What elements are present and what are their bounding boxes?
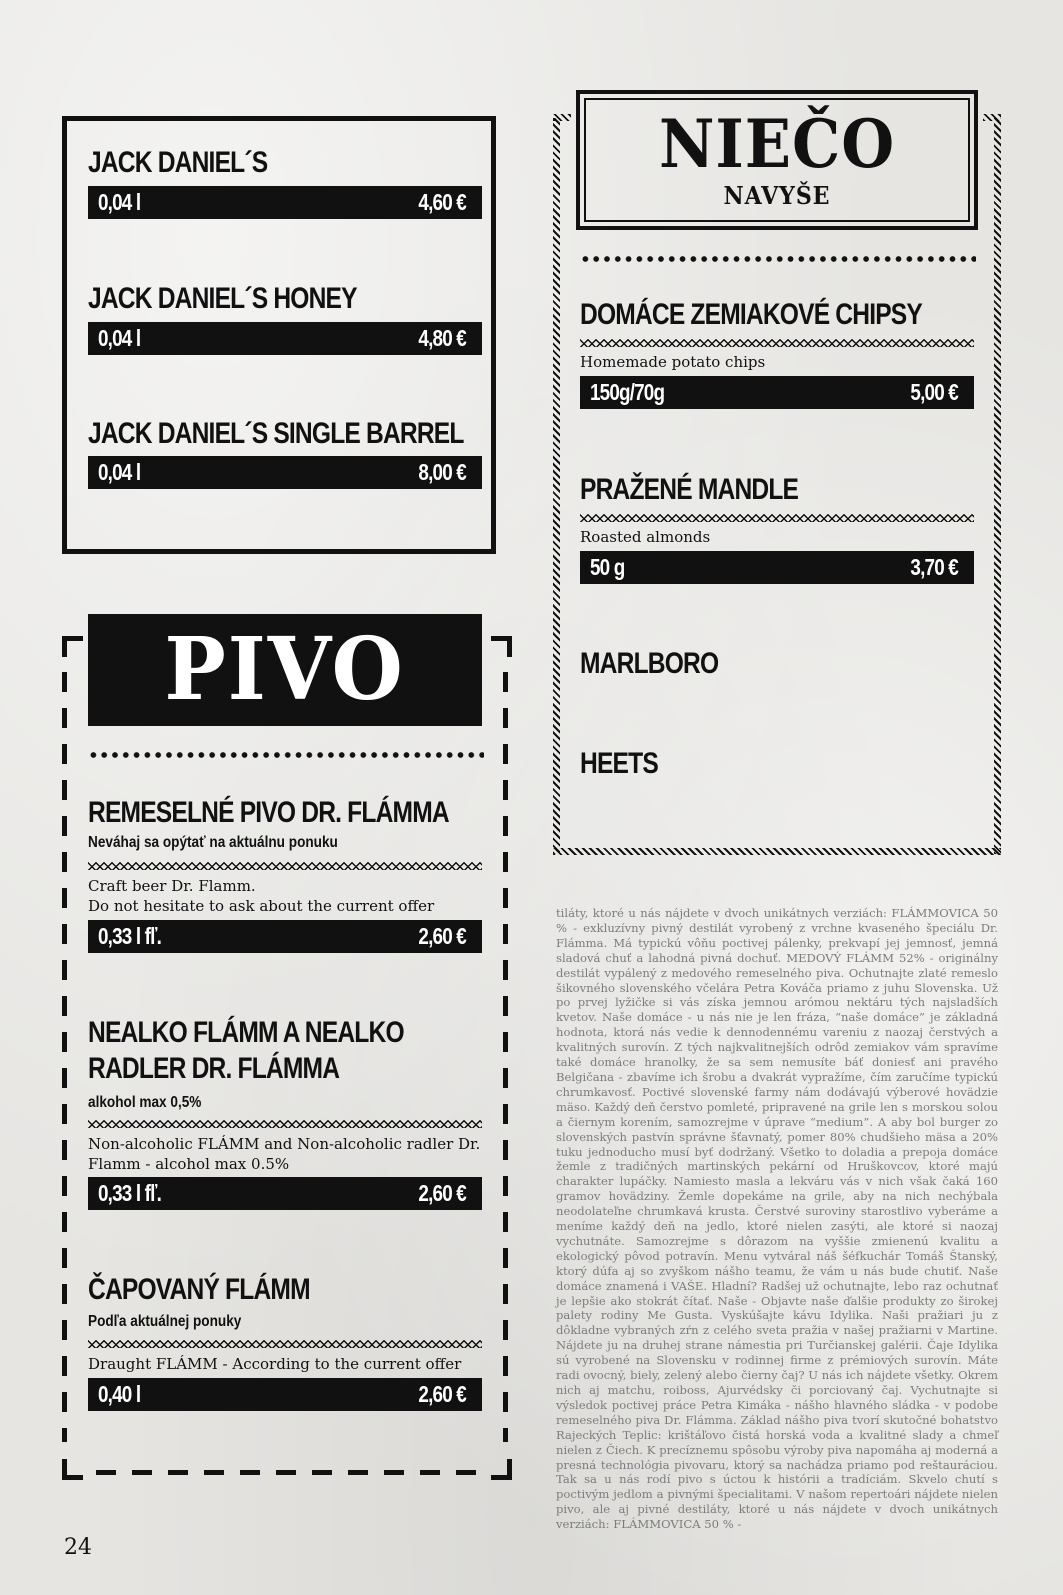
- page-number: 24: [64, 1535, 92, 1560]
- jd-price: 4,60 €: [418, 189, 466, 215]
- non-alcoholic-name-line-1: NEALKO FLÁMM A NEALKO: [88, 1016, 404, 1049]
- nieco-border-top-right: [983, 114, 1001, 121]
- pivo-dotted-divider: [88, 752, 484, 758]
- nieco-border-bottom: [553, 848, 1001, 855]
- pivo-border-left: [62, 672, 67, 1442]
- marlboro-name: MARLBORO: [580, 647, 719, 680]
- pivo-corner-bl: [62, 1459, 83, 1480]
- craft-beer-name: REMESELNÉ PIVO DR. FLÁMMA: [88, 796, 449, 829]
- non-alcoholic-english: [88, 1134, 488, 1174]
- chips-price-bar: [580, 376, 974, 409]
- chips-price: 5,00 €: [910, 379, 958, 405]
- jd-honey-price: 4,80 €: [418, 325, 466, 351]
- pivo-corner-tr: [491, 636, 512, 657]
- non-alcoholic-english-line-1: Non-alcoholic FLÁMM and Non-alcoholic radler Dr.: [88, 1135, 481, 1153]
- jd-single-barrel-price-bar: [88, 456, 482, 489]
- chips-quantity: 150g/70g: [590, 379, 665, 405]
- non-alcoholic-english-line-2: Flamm - alcohol max 0.5%: [88, 1155, 290, 1173]
- chips-name: DOMÁCE ZEMIAKOVÉ CHIPSY: [580, 298, 922, 331]
- jd-item-name: JACK DANIEL´S: [88, 146, 268, 179]
- heets-name: HEETS: [580, 747, 658, 780]
- draught-flamm-english: Draught FLÁMM - According to the current offer: [88, 1355, 462, 1373]
- non-alcoholic-price-bar: [88, 1177, 482, 1210]
- non-alcoholic-name-line-2: RADLER DR. FLÁMMA: [88, 1052, 340, 1085]
- nieco-heading: NIEČO: [658, 105, 896, 183]
- almonds-price: 3,70 €: [910, 554, 958, 580]
- draught-flamm-price: 2,60 €: [418, 1381, 466, 1407]
- nieco-border-left: [553, 118, 560, 854]
- nieco-subheading: NAVYŠE: [723, 181, 831, 210]
- pivo-border-bottom: [96, 1470, 476, 1475]
- jd-honey-item-name: JACK DANIEL´S HONEY: [88, 282, 357, 315]
- draught-flamm-subtitle: Podľa aktuálnej ponuky: [88, 1313, 242, 1330]
- non-alcoholic-price: 2,60 €: [418, 1180, 466, 1206]
- pivo-heading: PIVO: [164, 619, 406, 720]
- non-alcoholic-divider: [88, 1120, 482, 1128]
- jd-single-barrel-item-name: JACK DANIEL´S SINGLE BARREL: [88, 417, 464, 450]
- craft-beer-english-line-1: Craft beer Dr. Flamm.: [88, 877, 256, 895]
- draught-flamm-divider: [88, 1340, 482, 1348]
- craft-beer-divider: [88, 862, 482, 870]
- almonds-price-bar: [580, 551, 974, 584]
- jd-quantity: 0,04 l: [98, 189, 141, 215]
- jd-single-barrel-quantity: 0,04 l: [98, 459, 141, 485]
- almonds-name: PRAŽENÉ MANDLE: [580, 473, 799, 506]
- nieco-border-top-left: [553, 114, 571, 121]
- background-text-block: tiláty, ktoré u nás nájdete v dvoch unikátnych verziách: FLÁMMOVICA 50 % - exkluzívny pivný destilát vyrobený z vrchne kvaseného špeciálu Dr. Flámma. Má typickú vôňu poctivej pálenky, prekvapí jej jemnosť, jemná sladová chuť a lahodná pivná dochuť. MEDOVÝ FLÁMM 52% - originálny destilát vypálený z medového remeselného piva. Ochutnajte zlaté remeslo šikovného slovenského včelára Petra Kováča priamo z juhu Slovenska. Už po prvej lyžičke si vás získa jemnou arómou nektáru tých najsladších kvetov. Naše domáce - u nás nie je len fráza, “naše domáce” je základná hodnota, ktorá nás vedie k dennodennému vareniu z naozaj čerstvých a kvalitných surovín. Z tých najkvalitnejších odrôd zemiakov vám spravíme také domáce hranolky, že sa sem nemusíte báť doniesť ani pravého Belgičana - zbavíme ich šrobu a dvakrát vypražíme, čím zaručíme typickú chrumkavosť. Poctivé slovenské farmy nám dodávajú výberové hovädzie mäso. Každý deň čerstvo pomleté, pripravené na grile len s morskou solou a čiernym korením, samozrejme v úprave “medium”. A aby bol burger zo slovenských pastvín správne šťavnatý, pomer 80% chudšieho mäsa a 20% tuku jednoducho musí byť dodržaný. Všetko to doladia a prepoja domáce žemle z tradičných martinských pekární od Hruškovcov, ktoré majú charakter lupáčky. Namiesto masla a lekváru vás v nich však čaká 160 gramov hovädziny. Žemle dopekáme na grile, aby na nich nechýbala neodolateľne chrumkavá krusta. Čerstvé suroviny starostlivo vyberáme a meníme každý deň na jedlo, ktoré nielen zasýti, ale ktoré si naozaj vychutnáte. Samozrejme s dôrazom na vyššie zmienenú kvalitu a ekologický pôvod potravín. Menu vytváral náš šéfkuchár Tomáš Štanský, ktorý dúfa aj so zvyškom nášho teamu, že vám u nás bude chutiť. Naše domáce znamená i VAŠE. Hladní? Radšej už ochutnajte, lebo raz ochutnať je lepšie ako stokrát čítať. Naše - Objavte naše ďalšie produkty zo širokej palety rodiny Me Gusta. Vyskúšajte kávu Idylika. Naši pražiari ju z dôkladne vybraných zŕn z celého sveta pražia v našej pražiarni v Martine. Nájdete ju na druhej strane námestia pri Turčianskej galérii. Čaje Idylika sú vyrobené na Slovensku v rodinnej firme z prémiových surovín. Máte radi ovocný, biely, zelený alebo čierny čaj? U nás ich nájdete všetky. Okrem nich aj matchu, roiboss, Ajurvédsky či porciovaný čaj. Vychutnajte si výsledok poctivej práce Petra Kimáka - nášho hlavného sládka - v podobe remeselného piva Dr. Flámma. Základ nášho piva tvorí skutočné bohatstvo Rajeckých Teplic: krištáľovo čistá horská voda a kvalitné slady a chmeľ nielen z Čiech. K precíznemu spôsobu výroby piva napomáha aj moderná a presná technológia pivovaru, ktorý sa nachádza priamo pod reštauráciou. Tak sa u nás rodí pivo s úctou k histórii a tradíciám. Skvelo chutí s poctivým jedlom a pivnými špecialitami. V našom repertoári nájdete nielen pivo, ale aj pivné destiláty, ktoré u nás nájdete v dvoch unikátnych verziách: FLÁMMOVICA 50 % -: [556, 906, 998, 1532]
- craft-beer-price: 2,60 €: [418, 923, 466, 949]
- craft-beer-english-line-2: Do not hesitate to ask about the current offer: [88, 897, 435, 915]
- non-alcoholic-subtitle: alkohol max 0,5%: [88, 1094, 202, 1111]
- craft-beer-subtitle: Neváhaj sa opýtať na aktuálnu ponuku: [88, 834, 338, 851]
- pivo-corner-br: [491, 1459, 512, 1480]
- jd-price-bar: [88, 186, 482, 219]
- almonds-divider: [580, 514, 974, 522]
- nieco-dotted-divider: [580, 256, 976, 262]
- draught-flamm-price-bar: [88, 1378, 482, 1411]
- almonds-english: Roasted almonds: [580, 528, 711, 546]
- pivo-corner-tl: [62, 636, 83, 657]
- nieco-heading-box: [576, 90, 978, 230]
- pivo-border-right: [503, 672, 508, 1442]
- nieco-border-right: [994, 118, 1001, 854]
- jd-single-barrel-price: 8,00 €: [418, 459, 466, 485]
- non-alcoholic-quantity: 0,33 l fľ.: [98, 1180, 162, 1206]
- craft-beer-english: [88, 876, 488, 916]
- almonds-quantity: 50 g: [590, 554, 625, 580]
- pivo-heading-banner: [88, 614, 482, 726]
- craft-beer-quantity: 0,33 l fľ.: [98, 923, 162, 949]
- chips-divider: [580, 339, 974, 347]
- jd-honey-quantity: 0,04 l: [98, 325, 141, 351]
- draught-flamm-quantity: 0,40 l: [98, 1381, 141, 1407]
- chips-english: Homemade potato chips: [580, 353, 766, 371]
- draught-flamm-name: ČAPOVANÝ FLÁMM: [88, 1273, 310, 1306]
- craft-beer-price-bar: [88, 920, 482, 953]
- jd-honey-price-bar: [88, 322, 482, 355]
